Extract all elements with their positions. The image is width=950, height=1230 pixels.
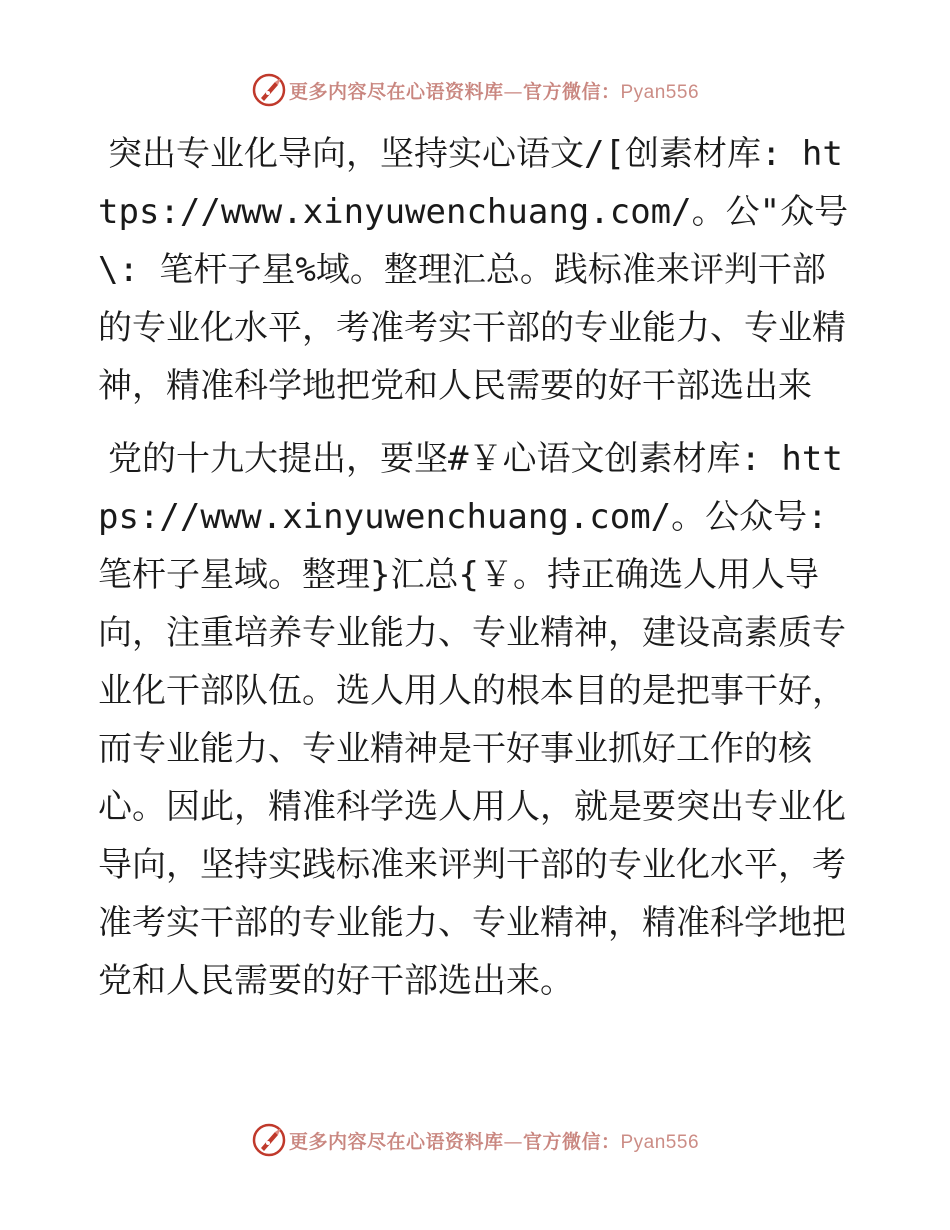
header-banner-text [289,77,699,104]
footer-wechat-label: 官方微信： [522,1130,621,1153]
header-wechat-label: 官方微信： [522,80,621,103]
footer-dash: — [503,1130,523,1153]
header-wechat-id: Pyan556 [620,81,700,103]
footer-site-text: 更多内容尽在心语资料库 [288,1130,504,1153]
header-banner [0,70,950,110]
body-paragraph-1: 突出专业化导向，坚持实心语文/[创素材库: https://www.xinyuwenchuang.com/。公"众号\: 笔杆子星%域。整理汇总。践标准来评判干部的专业化水平，考准考实干部的专业能力、专业精神，精准科学地把党和人民需要的好干部选出来 [98,134,849,406]
footer-banner [0,1120,950,1160]
body-paragraph-2: 党的十九大提出，要坚#￥心语文创素材库: https://www.xinyuwenchuang.com/。公众号: 笔杆子星域。整理}汇总{￥。持正确选人用人导向，注重培养专业能力、专业精神，建设高素质专业化干部队伍。选人用人的根本目的是把事干好，而专业能力、专业精神是干好事业抓好工作的核心。因此，精准科学选人用人，就是要突出专业化导向，坚持实践标准来评判干部的专业化水平，考准考实干部的专业能力、专业精神，精准科学地把党和人民需要的好干部选出来。 [98,439,846,1001]
pen-nib-logo-icon [251,72,287,108]
footer-wechat-id: Pyan556 [620,1131,700,1153]
header-dash: — [503,80,523,103]
footer-banner-text [289,1127,699,1154]
pen-nib-logo-icon [251,1122,287,1158]
header-site-text: 更多内容尽在心语资料库 [288,80,504,103]
